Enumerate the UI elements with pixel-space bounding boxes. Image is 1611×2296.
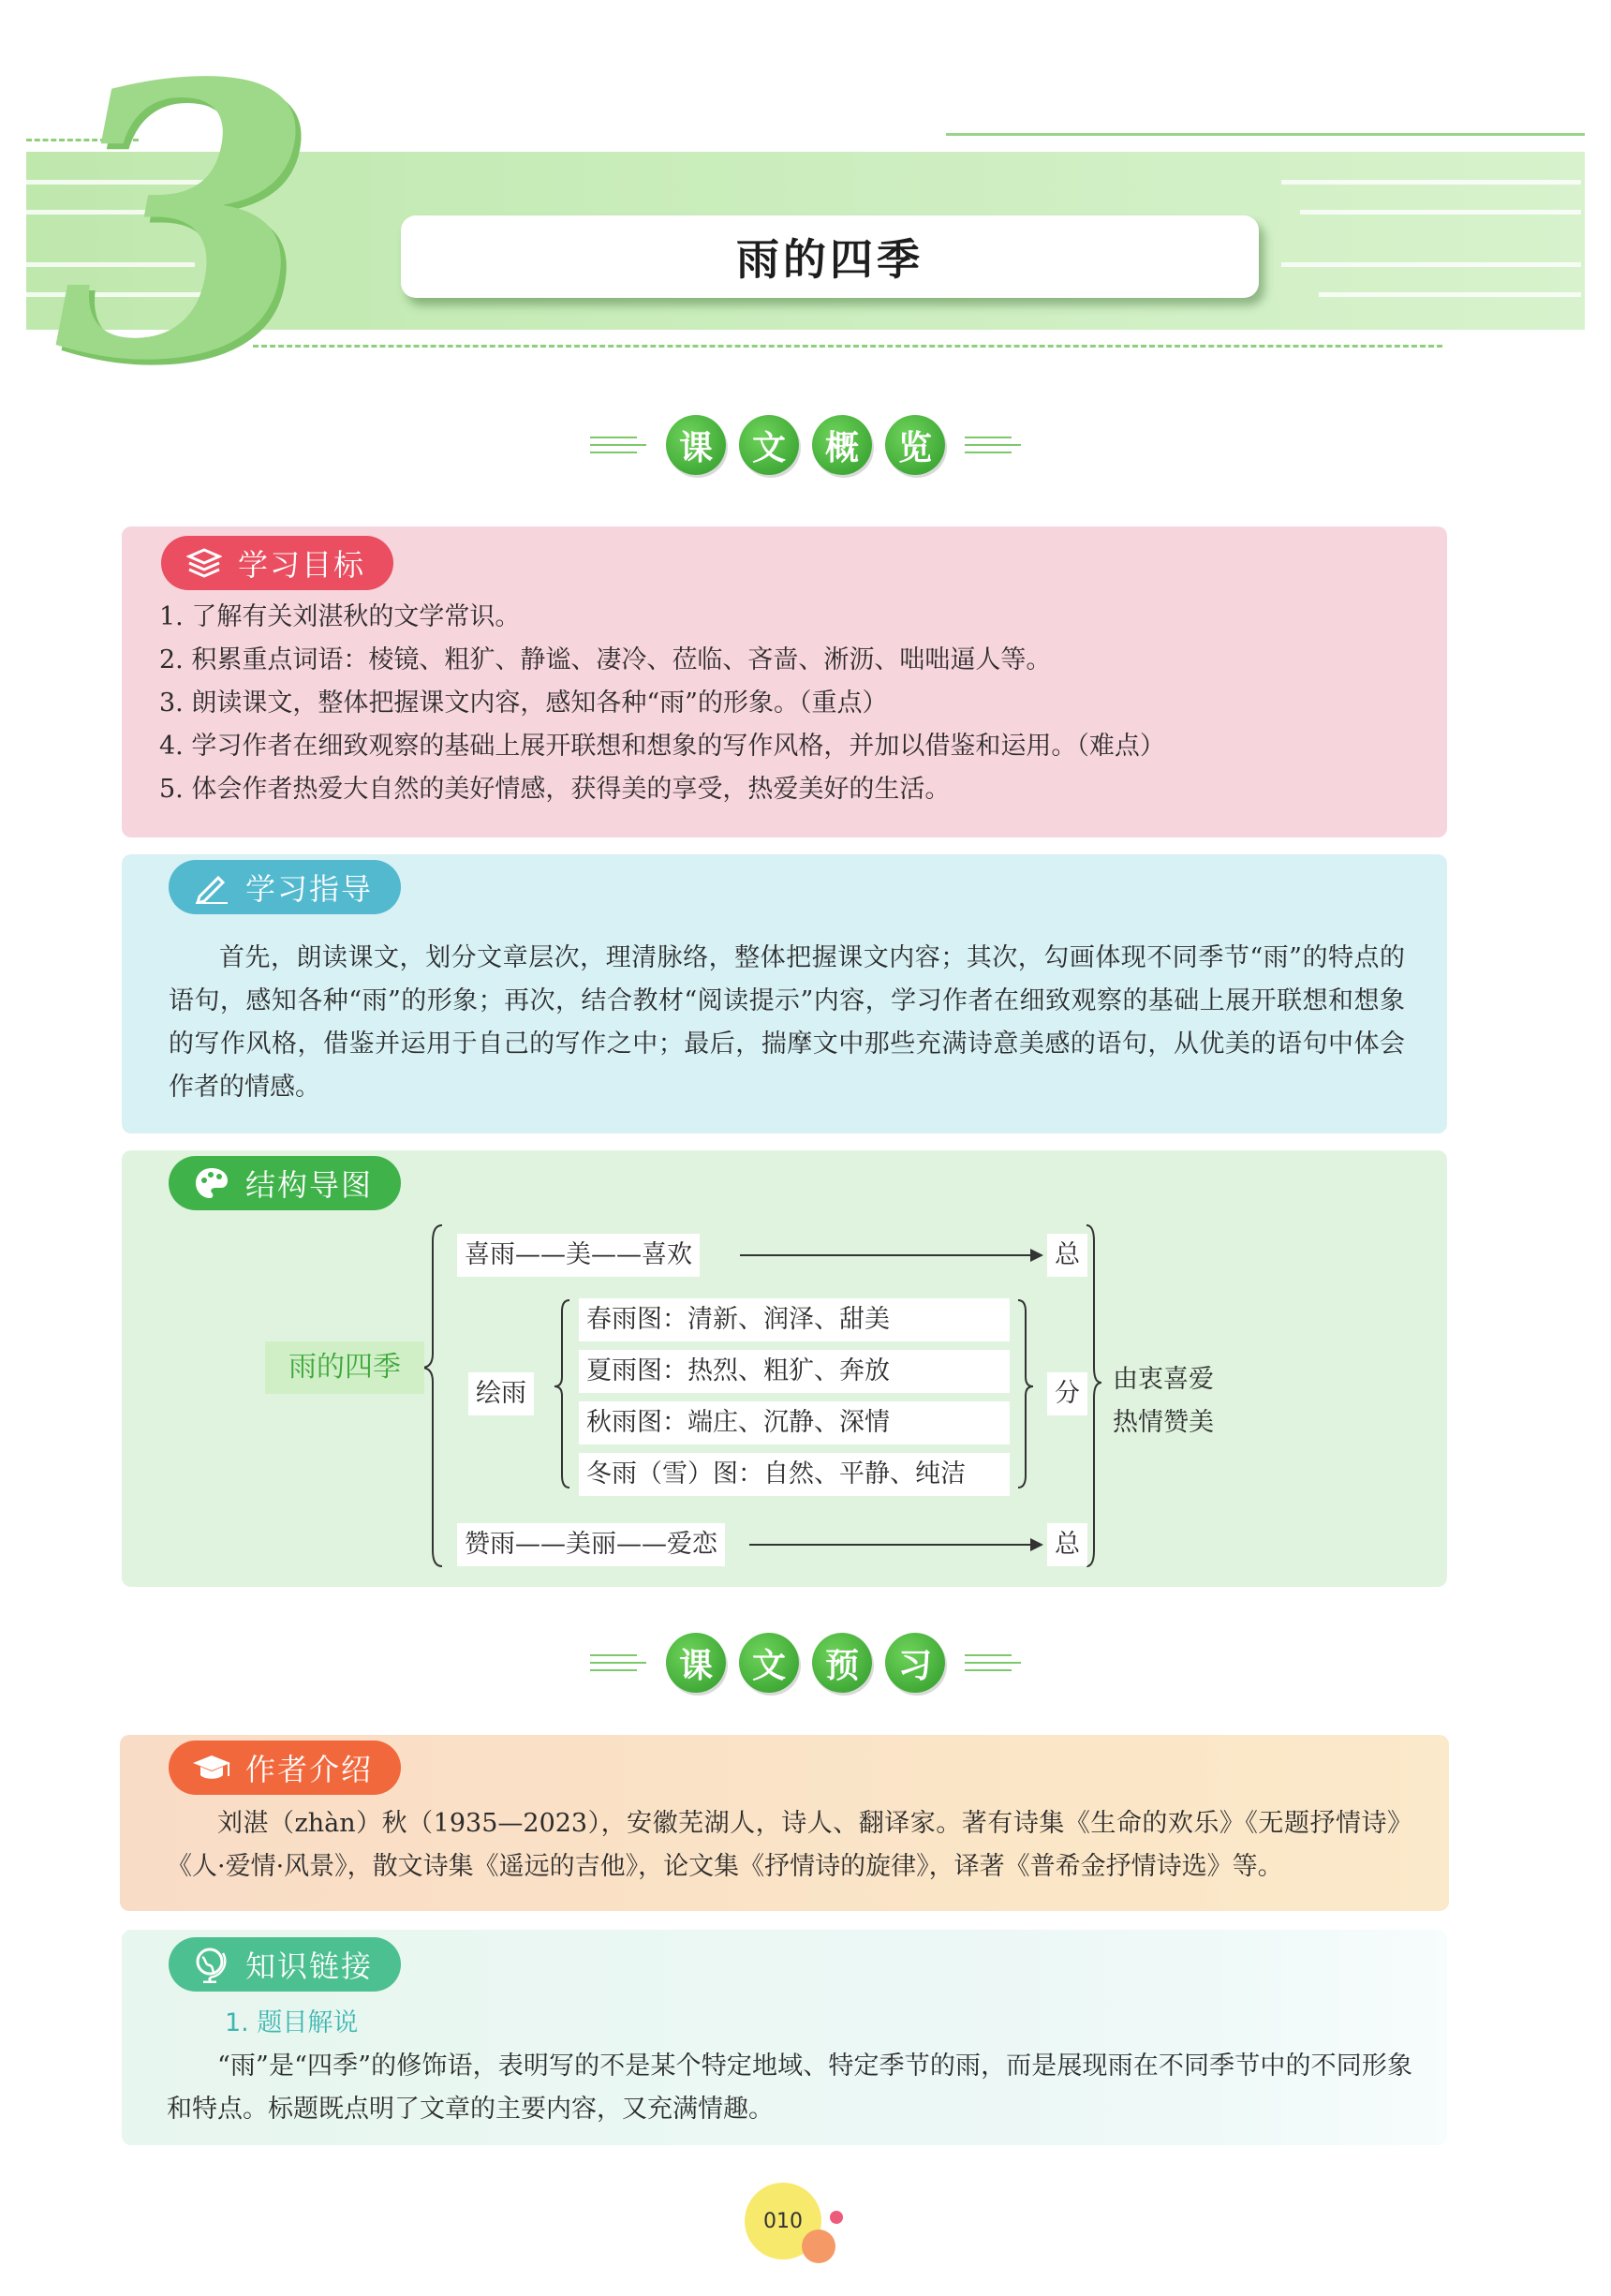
objective-item: 1. 了解有关刘湛秋的文学常识。	[159, 602, 521, 631]
map-top-branch: 喜雨——美——喜欢	[457, 1234, 700, 1277]
overview-banner	[0, 403, 1611, 487]
objective-item: 4. 学习作者在细致观察的基础上展开联想和想象的写作风格，并加以借鉴和运用。（难点）	[159, 732, 1165, 761]
map-picture-item: 春雨图：清新、润泽、甜美	[579, 1298, 1010, 1341]
lesson-title: 雨的四季	[736, 234, 924, 285]
lesson-number: 3	[54, 3, 316, 443]
objective-item: 3. 朗读课文，整体把握课文内容，感知各种“雨”的形象。（重点）	[159, 689, 888, 718]
banner-deco-right	[965, 1654, 1021, 1671]
objectives-label-text: 学习目标	[238, 547, 366, 583]
header-line-top	[946, 133, 1585, 136]
map-picture-item: 秋雨图：端庄、沉静、深情	[579, 1401, 1010, 1444]
author-label-text: 作者介绍	[245, 1752, 374, 1787]
map-summary-bottom: 总	[1047, 1523, 1087, 1566]
banner-deco-left	[590, 1654, 646, 1671]
map-picture-item: 冬雨（雪）图：自然、平静、纯洁	[579, 1453, 1010, 1496]
banner-char: 预	[812, 1633, 872, 1693]
header-dash-bottom	[253, 345, 1442, 348]
page-dot-decoration	[830, 2211, 843, 2224]
banner-char: 文	[739, 1633, 799, 1693]
banner-deco-left	[590, 437, 646, 453]
map-center-node: 雨的四季	[265, 1341, 424, 1394]
guidance-text: 首先，朗读课文，划分文章层次，理清脉络，整体把握课文内容；其次，勾画体现不同季节“雨”的特点的语句，感知各种“雨”的形象；再次，结合教材“阅读提示”内容，学习作者在细致观察的基础上展开联想和想象的写作风格，借鉴并运用于自己的写作之中；最后，揣摩文中那些充满诗意美感的语句，从优美的语句中体会作者的情感。	[169, 943, 1405, 1102]
map-conclusion: 由衷喜爱	[1113, 1365, 1214, 1394]
knowledge-label	[169, 1937, 401, 1992]
map-middle-branch: 绘雨	[468, 1372, 534, 1415]
map-summary-top: 总	[1047, 1234, 1087, 1277]
pencil-icon	[191, 867, 232, 908]
structure-label	[169, 1156, 401, 1210]
title-box	[401, 215, 1259, 298]
banner-deco-right	[965, 437, 1021, 453]
page-number: 010	[745, 2183, 821, 2259]
knowledge-text: “雨”是“四季”的修饰语，表明写的不是某个特定地域、特定季节的雨，而是展现雨在不同季节中的不同形象和特点。标题既点明了文章的主要内容，又充满情趣。	[167, 2052, 1412, 2124]
map-conclusion: 热情赞美	[1113, 1408, 1214, 1437]
guidance-label	[169, 860, 401, 914]
graduation-cap-icon	[191, 1747, 232, 1788]
map-summary-middle: 分	[1047, 1372, 1087, 1415]
banner-char: 览	[885, 415, 945, 475]
banner-char: 课	[666, 1633, 726, 1693]
palette-icon	[191, 1163, 232, 1204]
banner-char: 概	[812, 415, 872, 475]
structure-label-text: 结构导图	[245, 1167, 374, 1203]
page-dot-decoration	[802, 2229, 835, 2263]
objective-item: 2. 积累重点词语：棱镜、粗犷、静谧、凄冷、莅临、吝啬、淅沥、咄咄逼人等。	[159, 645, 1052, 674]
map-picture-item: 夏雨图：热烈、粗犷、奔放	[579, 1350, 1010, 1393]
author-text: 刘湛（zhàn）秋（1935—2023），安徽芜湖人，诗人、翻译家。著有诗集《生命的欢乐》《无题抒情诗》《人·爱情·风景》，散文诗集《遥远的吉他》，论文集《抒情诗的旋律》，译著《普希金抒情诗选》等。	[167, 1809, 1412, 1881]
banner-char: 课	[666, 415, 726, 475]
preview-banner	[0, 1621, 1611, 1705]
banner-char: 文	[739, 415, 799, 475]
globe-icon	[191, 1944, 232, 1985]
banner-char: 习	[885, 1633, 945, 1693]
map-bottom-branch: 赞雨——美丽——爱恋	[457, 1523, 725, 1566]
knowledge-subtitle: 1. 题目解说	[225, 2008, 359, 2037]
book-stack-icon	[184, 542, 225, 584]
objective-item: 5. 体会作者热爱大自然的美好情感，获得美的享受，热爱美好的生活。	[159, 775, 951, 804]
guidance-label-text: 学习指导	[245, 871, 374, 907]
knowledge-label-text: 知识链接	[245, 1948, 374, 1984]
author-label	[169, 1741, 401, 1795]
objectives-label	[161, 536, 393, 590]
